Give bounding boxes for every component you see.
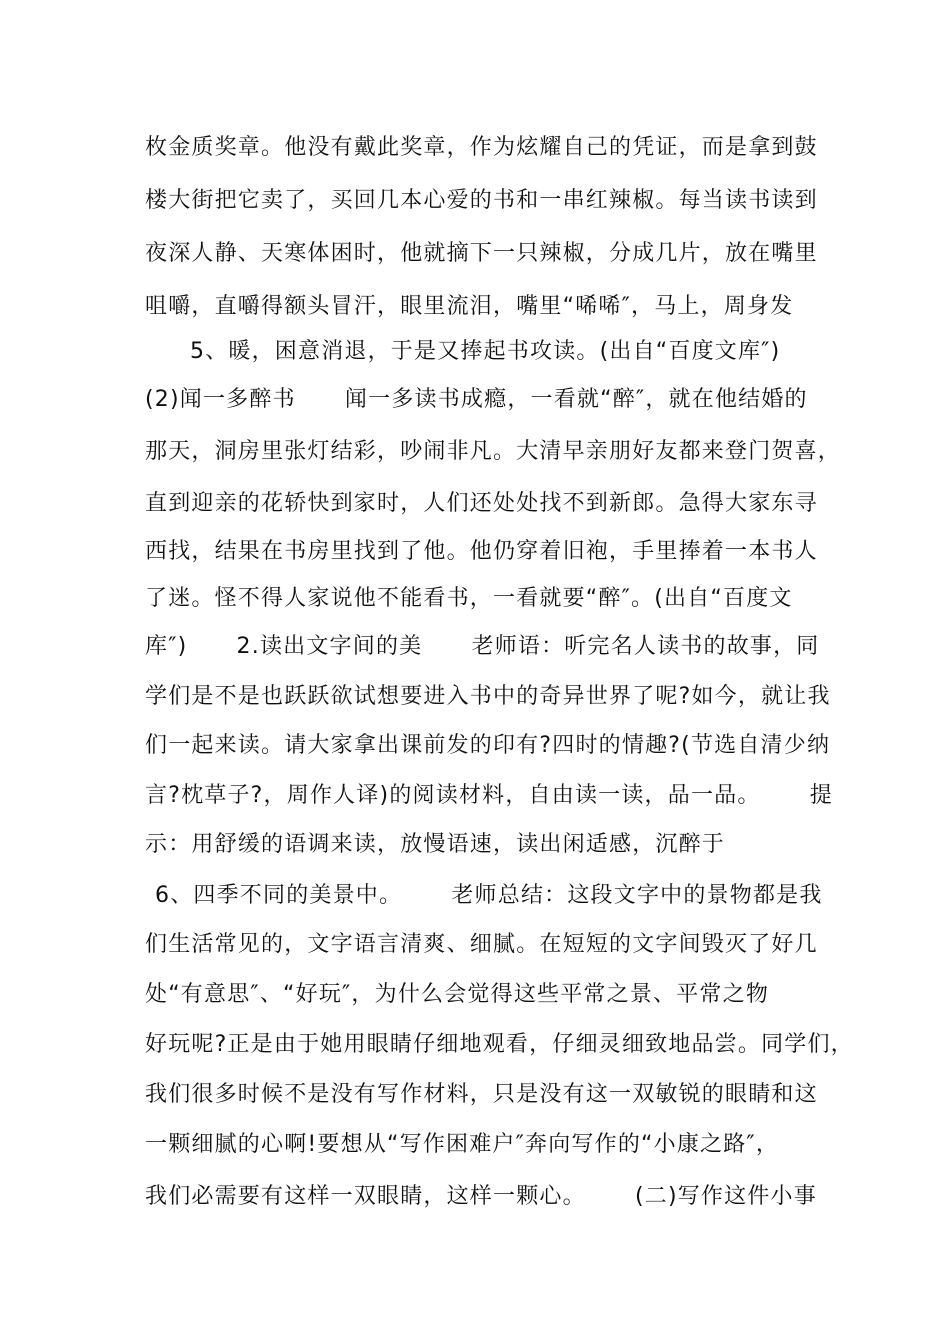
text-line: 枚金质奖章。他没有戴此奖章，作为炫耀自己的凭证，而是拿到鼓 [145, 135, 818, 160]
text-line: 学们是不是也跃跃欲试想要进入书中的奇异世界了呢?如今，就让我 [145, 684, 831, 709]
text-line: 好玩呢?正是由于她用眼睛仔细地观看，仔细灵细致地品尝。同学们， [145, 1032, 854, 1057]
text-line: 西找，结果在书房里找到了他。他仍穿着旧袍，手里捧着一本书人 [145, 539, 818, 564]
text-line: 了迷。怪不得人家说他不能看书，一看就要“醉″。(出自“百度文 [145, 586, 793, 611]
text-line: 们生活常见的，文字语言清爽、细腻。在短短的文字间毁灭了好几 [145, 932, 818, 957]
text-line: 一颗细腻的心啊!要想从“写作困难户″奔向写作的“小康之路″， [145, 1132, 780, 1157]
text-line: 那天，洞房里张灯结彩，吵闹非凡。大清早亲朋好友都来登门贺喜， [145, 439, 842, 464]
text-line: 我们必需要有这样一双眼睛，这样一颗心。 (二)写作这件小事 [145, 1184, 817, 1209]
text-line: 们一起来读。请大家拿出课前发的印有?四时的情趣?(节选自清少纳 [145, 733, 831, 758]
text-line: 言?枕草子?，周作人译)的阅读材料，自由读一读，品一品。 提 [145, 783, 833, 808]
numbered-line: 6、四季不同的美景中。 老师总结：这段文字中的景物都是我 [155, 883, 823, 908]
text-line: 我们很多时候不是没有写作材料，只是没有这一双敏锐的眼睛和这 [145, 1082, 818, 1107]
text-line: 示：用舒缓的语调来读，放慢语速，读出闲适感，沉醉于 [145, 832, 726, 857]
text-line: 咀嚼，直嚼得额头冒汗，眼里流泪，嘴里“唏唏″，马上，周身发 [145, 294, 794, 319]
text-line: 库″) 2.读出文字间的美 老师语：听完名人读书的故事，同 [145, 634, 820, 659]
numbered-line: 5、暖，困意消退，于是又捧起书攻读。(出自“百度文库″) [190, 339, 781, 364]
text-line: 楼大街把它卖了，买回几本心爱的书和一串红辣椒。每当读书读到 [145, 188, 818, 213]
text-line: 直到迎亲的花轿快到家时，人们还处处找不到新郎。急得大家东寻 [145, 491, 818, 516]
text-line: (2)闻一多醉书 闻一多读书成瘾，一看就“醉″，就在他结婚的 [145, 387, 808, 412]
text-line: 夜深人静、天寒体困时，他就摘下一只辣椒，分成几片，放在嘴里 [145, 241, 818, 266]
text-line: 处“有意思″、“好玩″，为什么会觉得这些平常之景、平常之物 [145, 982, 770, 1007]
